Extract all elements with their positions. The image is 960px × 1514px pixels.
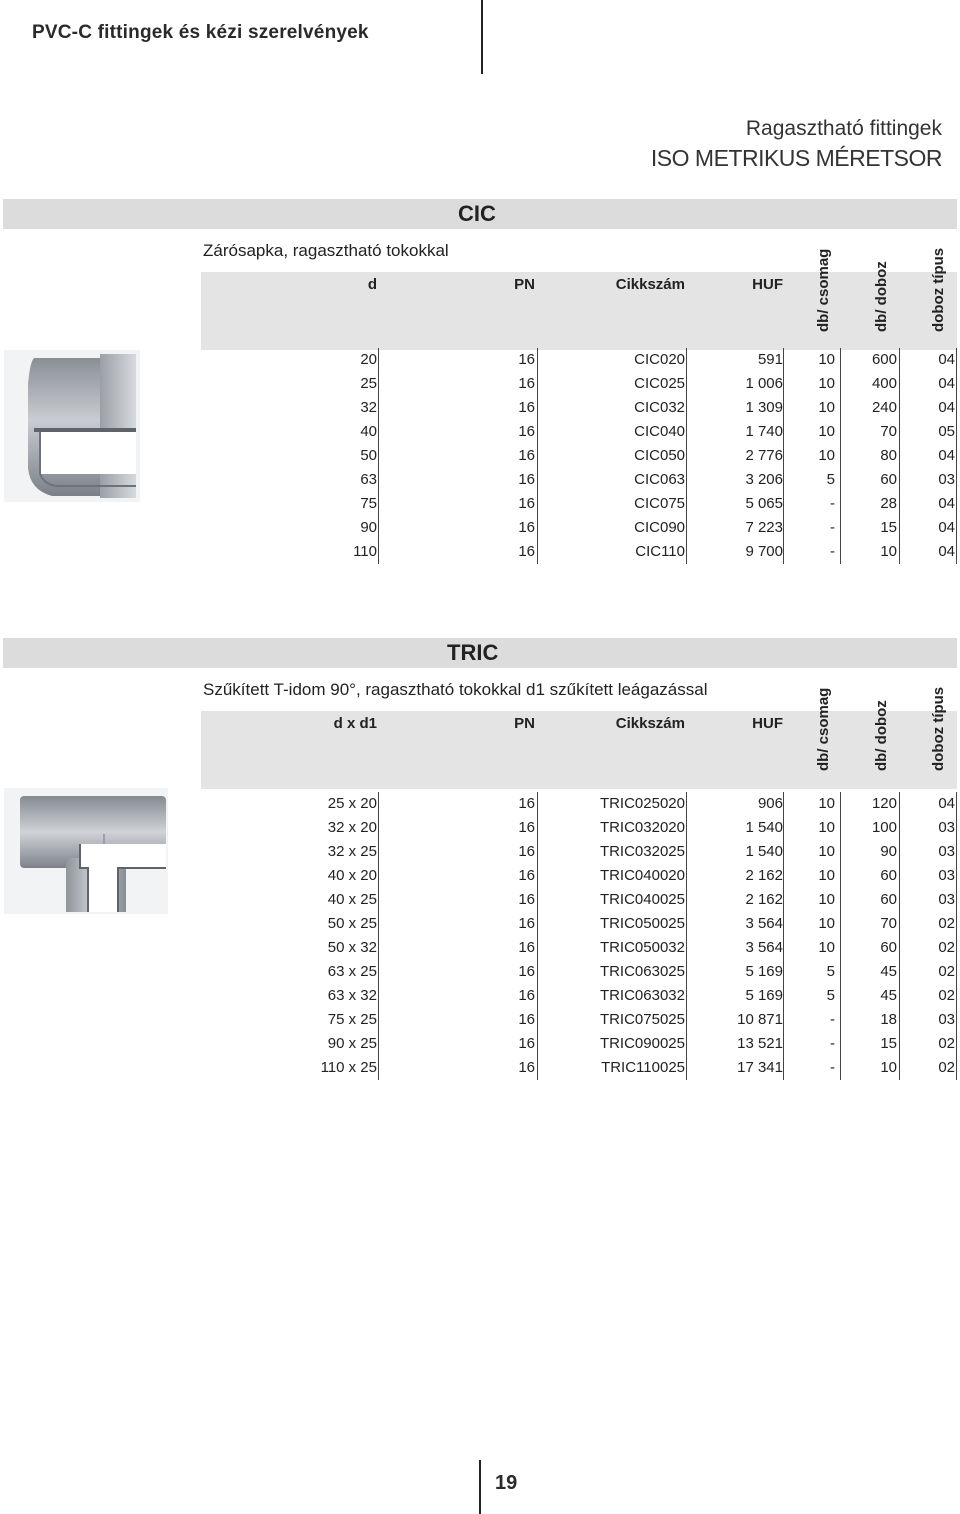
- col-header-db-csomag: db/ csomag: [815, 687, 832, 771]
- cell-huf: 13 521: [737, 1035, 783, 1052]
- cell-db-csomag: -: [830, 1035, 835, 1052]
- table-row: [201, 468, 957, 492]
- cell-cikkszam: CIC110: [635, 543, 685, 560]
- cell-db-doboz: 10: [880, 1059, 897, 1076]
- cell-cikkszam: TRIC110025: [601, 1059, 685, 1076]
- col-header-pn: PN: [514, 715, 535, 732]
- table-row: [201, 888, 957, 912]
- cell-huf: 591: [757, 351, 783, 368]
- column-divider: [783, 792, 784, 1080]
- table-row: [201, 792, 957, 816]
- table-row: [201, 840, 957, 864]
- section-code-tric: TRIC: [447, 640, 499, 665]
- cell-cikkszam: CIC025: [634, 375, 685, 392]
- cell-d: 20: [360, 351, 377, 368]
- cell-d: 32: [360, 399, 377, 416]
- cell-d: 110: [353, 543, 377, 560]
- col-header-huf: HUF: [752, 715, 783, 732]
- catalog-subtitle: Ragasztható fittingek: [745, 117, 942, 140]
- cell-db-doboz: 60: [880, 891, 897, 908]
- cell-db-csomag: 10: [818, 375, 835, 392]
- column-divider: [899, 792, 900, 1080]
- cell-cikkszam: TRIC050025: [599, 915, 685, 932]
- cell-db-doboz: 120: [871, 795, 897, 812]
- cell-d: 90 x 25: [327, 1035, 377, 1052]
- cap-photo: [4, 350, 140, 502]
- table-row: [201, 420, 957, 444]
- column-divider: [378, 348, 379, 564]
- cell-cikkszam: CIC075: [634, 495, 685, 512]
- column-divider: [378, 792, 379, 1080]
- cell-doboz-tipus: 04: [938, 795, 955, 812]
- cell-huf: 1 006: [745, 375, 783, 392]
- cell-pn: 16: [518, 987, 535, 1004]
- cell-doboz-tipus: 02: [938, 987, 955, 1004]
- cell-d: 40 x 25: [327, 891, 377, 908]
- cell-db-csomag: 10: [818, 351, 835, 368]
- cell-cikkszam: CIC032: [634, 399, 685, 416]
- cell-db-csomag: -: [830, 495, 835, 512]
- cell-pn: 16: [518, 891, 535, 908]
- column-divider: [686, 348, 687, 564]
- cell-pn: 16: [518, 939, 535, 956]
- cell-pn: 16: [518, 543, 535, 560]
- column-divider: [899, 348, 900, 564]
- cell-pn: 16: [518, 795, 535, 812]
- cell-d: 110 x 25: [320, 1059, 377, 1076]
- column-divider: [783, 348, 784, 564]
- cell-cikkszam: TRIC032020: [599, 819, 685, 836]
- cell-doboz-tipus: 02: [938, 939, 955, 956]
- cell-huf: 7 223: [745, 519, 783, 536]
- cell-doboz-tipus: 03: [938, 1011, 955, 1028]
- cell-db-csomag: 10: [818, 423, 835, 440]
- cell-huf: 5 169: [745, 963, 783, 980]
- table-row: [201, 984, 957, 1008]
- cell-db-doboz: 15: [880, 1035, 897, 1052]
- cell-db-csomag: 10: [818, 867, 835, 884]
- section-description-cic: Zárósapka, ragasztható tokokkal: [203, 241, 449, 260]
- col-header-cikkszam: Cikkszám: [615, 276, 685, 293]
- cell-db-csomag: -: [830, 519, 835, 536]
- column-divider: [956, 792, 957, 1080]
- cell-cikkszam: TRIC025020: [599, 795, 685, 812]
- cell-pn: 16: [518, 375, 535, 392]
- cell-pn: 16: [518, 471, 535, 488]
- cell-db-doboz: 240: [871, 399, 897, 416]
- cell-cikkszam: TRIC050032: [599, 939, 685, 956]
- table-row: [201, 960, 957, 984]
- cell-db-csomag: 10: [818, 819, 835, 836]
- cell-doboz-tipus: 04: [938, 519, 955, 536]
- cell-d: 50 x 25: [327, 915, 377, 932]
- cell-huf: 3 206: [745, 471, 783, 488]
- cell-cikkszam: TRIC040025: [599, 891, 685, 908]
- table-row: [201, 936, 957, 960]
- cell-d: 25 x 20: [327, 795, 377, 812]
- table-row: [201, 516, 957, 540]
- cell-cikkszam: TRIC040020: [599, 867, 685, 884]
- cell-doboz-tipus: 04: [938, 399, 955, 416]
- cell-pn: 16: [518, 423, 535, 440]
- cell-pn: 16: [518, 447, 535, 464]
- cell-doboz-tipus: 05: [938, 423, 955, 440]
- table-row: [201, 864, 957, 888]
- cell-doboz-tipus: 03: [938, 843, 955, 860]
- table-row: [201, 444, 957, 468]
- cell-cikkszam: TRIC063025: [599, 963, 685, 980]
- cell-d: 32 x 25: [327, 843, 377, 860]
- cell-cikkszam: CIC090: [634, 519, 685, 536]
- cell-huf: 2 162: [745, 867, 783, 884]
- cell-huf: 9 700: [745, 543, 783, 560]
- cell-db-csomag: 10: [818, 891, 835, 908]
- cell-huf: 1 309: [745, 399, 783, 416]
- cell-db-csomag: 5: [826, 987, 835, 1004]
- cell-huf: 2 162: [745, 891, 783, 908]
- cell-huf: 1 540: [745, 819, 783, 836]
- cell-doboz-tipus: 04: [938, 495, 955, 512]
- cell-db-doboz: 80: [880, 447, 897, 464]
- cell-doboz-tipus: 03: [938, 471, 955, 488]
- cell-pn: 16: [518, 915, 535, 932]
- cell-cikkszam: CIC020: [634, 351, 685, 368]
- column-divider: [537, 348, 538, 564]
- cell-db-doboz: 28: [880, 495, 897, 512]
- cell-db-csomag: 10: [818, 915, 835, 932]
- cell-d: 63 x 32: [327, 987, 377, 1004]
- cell-doboz-tipus: 02: [938, 915, 955, 932]
- cell-pn: 16: [518, 399, 535, 416]
- cell-db-doboz: 400: [871, 375, 897, 392]
- column-divider: [537, 792, 538, 1080]
- cell-huf: 17 341: [737, 1059, 783, 1076]
- cell-db-doboz: 60: [880, 939, 897, 956]
- catalog-series-title: ISO METRIKUS MÉRETSOR: [650, 145, 942, 171]
- cell-d: 25: [360, 375, 377, 392]
- table-row: [201, 1056, 957, 1080]
- cell-db-doboz: 100: [871, 819, 897, 836]
- table-row: [201, 912, 957, 936]
- table-row: [201, 492, 957, 516]
- cell-d: 50: [360, 447, 377, 464]
- col-header-db-csomag: db/ csomag: [815, 248, 832, 332]
- cell-pn: 16: [518, 867, 535, 884]
- cell-db-csomag: -: [830, 1011, 835, 1028]
- cell-db-csomag: -: [830, 543, 835, 560]
- column-divider: [956, 348, 957, 564]
- table-row: [201, 1008, 957, 1032]
- cell-cikkszam: CIC050: [634, 447, 685, 464]
- cell-doboz-tipus: 04: [938, 375, 955, 392]
- cell-db-doboz: 60: [880, 867, 897, 884]
- col-header-db-doboz: db/ doboz: [873, 261, 890, 332]
- col-header-d-x-d1: d x d1: [333, 715, 377, 732]
- cell-doboz-tipus: 03: [938, 819, 955, 836]
- footer-divider: [479, 1460, 481, 1514]
- cell-doboz-tipus: 03: [938, 891, 955, 908]
- cell-doboz-tipus: 04: [938, 543, 955, 560]
- cell-db-csomag: 10: [818, 795, 835, 812]
- cell-db-doboz: 70: [880, 423, 897, 440]
- cell-d: 75: [360, 495, 377, 512]
- cell-doboz-tipus: 04: [938, 447, 955, 464]
- cell-cikkszam: TRIC075025: [599, 1011, 685, 1028]
- col-header-doboz-tipus: doboz típus: [930, 247, 947, 332]
- header-divider: [481, 0, 483, 74]
- cell-db-csomag: 5: [826, 963, 835, 980]
- cell-cikkszam: TRIC032025: [599, 843, 685, 860]
- table-tric: [201, 792, 957, 1080]
- page-number: 19: [495, 1472, 518, 1494]
- table-cic: [201, 348, 957, 564]
- end-cap-image: [4, 350, 140, 502]
- cell-pn: 16: [518, 963, 535, 980]
- table-row: [201, 1032, 957, 1056]
- cell-huf: 5 169: [745, 987, 783, 1004]
- table-row: [201, 396, 957, 420]
- cell-doboz-tipus: 04: [938, 351, 955, 368]
- section-description-tric: Szűkített T-idom 90°, ragasztható tokokkal d1 szűkített leágazással: [203, 680, 708, 699]
- cell-huf: 10 871: [737, 1011, 783, 1028]
- cell-huf: 2 776: [745, 447, 783, 464]
- reducing-tee-image: [4, 788, 168, 914]
- cell-db-csomag: 10: [818, 939, 835, 956]
- cell-cikkszam: TRIC063032: [599, 987, 685, 1004]
- cell-d: 40 x 20: [327, 867, 377, 884]
- cell-cikkszam: TRIC090025: [599, 1035, 685, 1052]
- col-header-pn: PN: [514, 276, 535, 293]
- cell-db-doboz: 90: [880, 843, 897, 860]
- table-row: [201, 540, 957, 564]
- table-row: [201, 372, 957, 396]
- cell-db-doboz: 18: [880, 1011, 897, 1028]
- tee-photo: [4, 788, 168, 914]
- column-divider: [840, 792, 841, 1080]
- cell-cikkszam: CIC040: [634, 423, 685, 440]
- cell-pn: 16: [518, 819, 535, 836]
- cell-db-doboz: 15: [880, 519, 897, 536]
- cell-doboz-tipus: 02: [938, 1035, 955, 1052]
- cell-db-csomag: 10: [818, 399, 835, 416]
- cell-cikkszam: CIC063: [634, 471, 685, 488]
- cell-db-csomag: 10: [818, 447, 835, 464]
- cell-db-doboz: 600: [871, 351, 897, 368]
- cell-d: 50 x 32: [327, 939, 377, 956]
- cell-db-csomag: 5: [826, 471, 835, 488]
- cell-d: 63 x 25: [327, 963, 377, 980]
- cell-pn: 16: [518, 495, 535, 512]
- cell-d: 75 x 25: [327, 1011, 377, 1028]
- cell-huf: 3 564: [745, 939, 783, 956]
- cell-d: 40: [360, 423, 377, 440]
- cell-huf: 3 564: [745, 915, 783, 932]
- cell-pn: 16: [518, 351, 535, 368]
- col-header-db-doboz: db/ doboz: [873, 700, 890, 771]
- col-header-d: d: [367, 276, 377, 293]
- cell-pn: 16: [518, 519, 535, 536]
- cell-pn: 16: [518, 1035, 535, 1052]
- column-divider: [840, 348, 841, 564]
- cell-doboz-tipus: 03: [938, 867, 955, 884]
- table-row: [201, 348, 957, 372]
- cell-db-doboz: 60: [880, 471, 897, 488]
- cell-huf: 1 740: [745, 423, 783, 440]
- cell-huf: 5 065: [745, 495, 783, 512]
- cell-pn: 16: [518, 843, 535, 860]
- cell-d: 90: [360, 519, 377, 536]
- cell-doboz-tipus: 02: [938, 1059, 955, 1076]
- column-divider: [686, 792, 687, 1080]
- cell-db-csomag: 10: [818, 843, 835, 860]
- cell-d: 63: [360, 471, 377, 488]
- col-header-doboz-tipus: doboz típus: [930, 686, 947, 771]
- header-title: PVC-C fittingek és kézi szerelvények: [32, 22, 369, 43]
- col-header-huf: HUF: [752, 276, 783, 293]
- cell-db-csomag: -: [830, 1059, 835, 1076]
- table-row: [201, 816, 957, 840]
- cell-huf: 1 540: [745, 843, 783, 860]
- cell-db-doboz: 70: [880, 915, 897, 932]
- col-header-cikkszam: Cikkszám: [615, 715, 685, 732]
- cell-pn: 16: [518, 1059, 535, 1076]
- cell-d: 32 x 20: [327, 819, 377, 836]
- cell-doboz-tipus: 02: [938, 963, 955, 980]
- cell-db-doboz: 10: [880, 543, 897, 560]
- section-code-cic: CIC: [458, 201, 496, 226]
- cell-pn: 16: [518, 1011, 535, 1028]
- cell-huf: 906: [757, 795, 783, 812]
- cell-db-doboz: 45: [880, 963, 897, 980]
- cell-db-doboz: 45: [880, 987, 897, 1004]
